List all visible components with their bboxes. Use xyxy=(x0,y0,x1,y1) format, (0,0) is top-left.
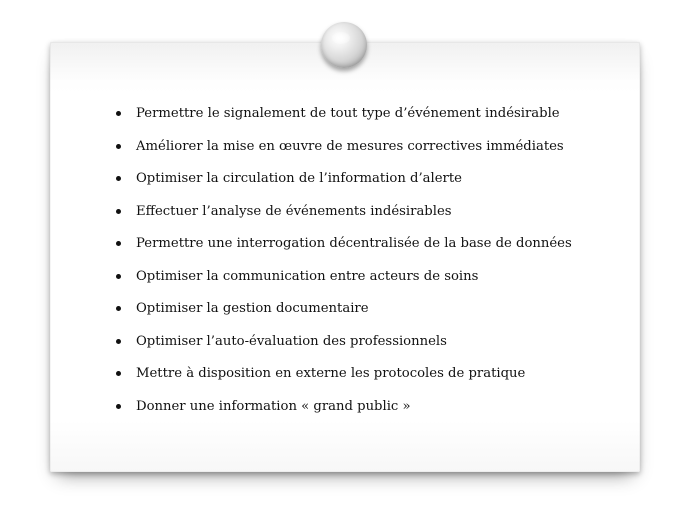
list-item-text: Optimiser la communication entre acteurs de soins xyxy=(136,268,479,284)
list-item xyxy=(116,165,572,198)
list-item-text: Améliorer la mise en œuvre de mesures correctives immédiates xyxy=(136,138,564,154)
bullet-icon xyxy=(116,371,121,376)
bullet-icon xyxy=(116,306,121,311)
bullet-icon xyxy=(116,176,121,181)
list-item xyxy=(116,393,572,426)
bullet-icon xyxy=(116,339,121,344)
list-item-text: Effectuer l’analyse de événements indésirables xyxy=(136,203,452,219)
bullet-list xyxy=(116,100,572,425)
list-item xyxy=(116,133,572,166)
list-item xyxy=(116,100,572,133)
bullet-icon xyxy=(116,111,121,116)
bullet-icon xyxy=(116,241,121,246)
pushpin-icon xyxy=(321,22,367,68)
list-item xyxy=(116,295,572,328)
list-item-text: Mettre à disposition en externe les protocoles de pratique xyxy=(136,366,526,381)
list-item xyxy=(116,360,572,393)
bullet-icon xyxy=(116,404,121,409)
list-item-text: Optimiser la circulation de l’information d’alerte xyxy=(136,171,462,186)
bullet-icon xyxy=(116,274,121,279)
list-item-text: Permettre le signalement de tout type d’événement indésirable xyxy=(136,106,560,121)
list-item xyxy=(116,263,572,296)
list-item xyxy=(116,230,572,263)
list-item xyxy=(116,328,572,361)
bullet-icon xyxy=(116,209,121,214)
list-item-text: Optimiser l’auto-évaluation des professionnels xyxy=(136,333,447,349)
bullet-icon xyxy=(116,144,121,149)
list-item-text: Optimiser la gestion documentaire xyxy=(136,301,369,316)
list-item-text: Donner une information « grand public » xyxy=(136,398,411,414)
list-item-text: Permettre une interrogation décentralisée de la base de données xyxy=(136,236,572,251)
list-item xyxy=(116,198,572,231)
